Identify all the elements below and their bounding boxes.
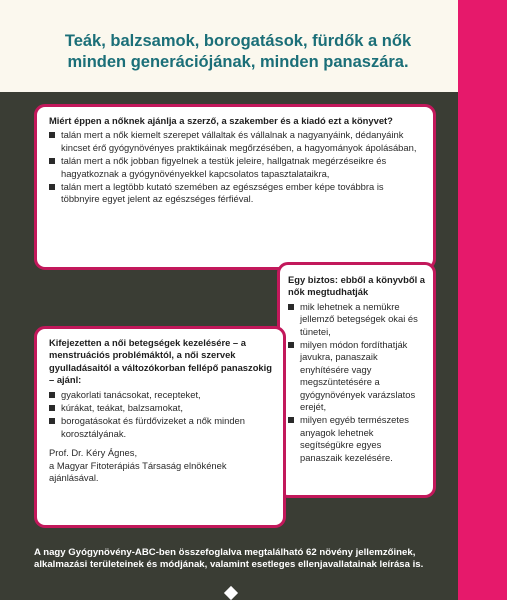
square-bullet-icon [49,405,55,411]
headline-line-1: Teák, balzsamok, borogatások, fürdők a nők [64,32,412,50]
list-item: milyen egyéb természetes anyagok lehetnek segítségükre egyes panaszaik kezelésére. [288,414,425,464]
square-bullet-icon [288,417,294,423]
headline-line-2: minden generációjának, minden panaszára. [67,53,409,71]
square-bullet-icon [49,158,55,164]
why-women-card [34,104,436,270]
book-spine [458,0,507,600]
list-item: talán mert a legtöbb kutató szemében az egészséges ember képe továbbra is többnyire egyet jelent az egészséges férfiéval. [49,181,423,206]
bottom-blurb: A nagy Gyógynövény-ABC-ben összefoglalva megtalálható 62 növény jellemzőinek, alkalmazási területeinek és módjának, valamint esetleges ellenjavallatainak leírása is. [34,547,424,571]
what-you-learn-list [288,301,425,464]
list-item: borogatásokat és fürdővizeket a nők minden korosztályának. [49,415,273,440]
what-you-learn-title: Egy biztos: ebből a könyvből a nők megtudhatják [288,274,425,298]
square-bullet-icon [49,392,55,398]
square-bullet-icon [49,184,55,190]
square-bullet-icon [49,132,55,138]
signature-name: Prof. Dr. Kéry Ágnes, [49,447,138,459]
publisher-logo-icon [224,586,238,600]
list-item: gyakorlati tanácsokat, recepteket, [49,389,273,401]
list-item: kúrákat, teákat, balzsamokat, [49,402,273,414]
square-bullet-icon [49,418,55,424]
list-item: talán mert a nők kiemelt szerepet vállaltak és vállalnak a nagyanyáink, dédanyáink kincset érő gyógynövényes praktikáinak megőrzésében, a hagyományok ápolásában, [49,129,423,154]
list-item: talán mert a nők jobban figyelnek a testük jeleire, hallgatnak megérzéseikre és hagyatkoznak a gyógynövényekkel kapcsolatos tapasztalataikra, [49,155,423,180]
recommendation-list [49,389,273,441]
recommendation-card [34,326,286,528]
recommendation-intro: Kifejezetten a női betegségek kezelésére – a menstruációs problémáktól, a női szervek gyulladásaitól a változókorban fellépő panaszokig – ajánl: [49,337,272,386]
why-women-list [49,129,423,205]
list-item: milyen módon fordíthatják javukra, panaszaik enyhítésére vagy megszüntetésére a gyógynövények varázslatos erejét, [288,339,425,413]
headline [38,31,438,73]
signature-title: a Magyar Fitoterápiás Társaság elnökének ajánlásával. [49,459,227,484]
signature [49,447,273,484]
why-women-question: Miért éppen a nőknek ajánlja a szerző, a szakember és a kiadó ezt a könyvet? [49,115,393,126]
what-you-learn-card [277,262,436,498]
square-bullet-icon [288,304,294,310]
list-item: mik lehetnek a nemükre jellemző betegségek okai és tünetei, [288,301,425,338]
square-bullet-icon [288,342,294,348]
